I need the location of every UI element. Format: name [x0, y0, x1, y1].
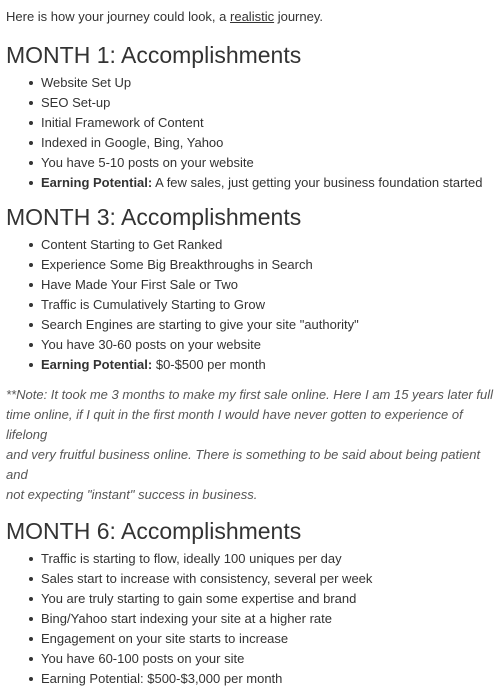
list-item-text: You have 5-10 posts on your website	[41, 155, 254, 170]
bullet-icon	[29, 677, 33, 681]
list-item	[6, 569, 503, 589]
bullet-icon	[29, 557, 33, 561]
bullet-icon	[29, 81, 33, 85]
list-item	[6, 93, 503, 113]
list-item-text: Traffic is Cumulatively Starting to Grow	[41, 297, 265, 312]
earning-potential-value: $0-$500 per month	[152, 357, 266, 372]
note-line: not expecting "instant" success in business.	[6, 487, 258, 502]
earning-potential-item	[6, 173, 503, 193]
earning-potential-label: Earning Potential:	[41, 175, 153, 190]
list-item-text: Traffic is starting to flow, ideally 100 uniques per day	[41, 551, 342, 566]
list-item	[6, 255, 503, 275]
list-item	[6, 589, 503, 609]
note-line: **Note: It took me 3 months to make my first sale online. Here I am 15 years later full	[6, 387, 493, 402]
note-paragraph	[6, 385, 498, 505]
list-item	[6, 315, 503, 335]
list-item-text: Bing/Yahoo start indexing your site at a higher rate	[41, 611, 332, 626]
bullet-icon	[29, 161, 33, 165]
list-item	[6, 295, 503, 315]
list-item	[6, 235, 503, 255]
note-line: and very fruitful business online. There is something to be said about being patient and	[6, 447, 481, 482]
list-item	[6, 73, 503, 93]
bullet-icon	[29, 363, 33, 367]
list-item	[6, 335, 503, 355]
month-1-heading: MONTH 1: Accomplishments	[6, 42, 302, 68]
note-line: time online, if I quit in the first month I would have never gotten to experience of lifelong	[6, 407, 463, 442]
list-item	[6, 649, 503, 669]
intro-text-after: journey.	[274, 9, 323, 24]
bullet-icon	[29, 243, 33, 247]
bullet-icon	[29, 597, 33, 601]
list-item	[6, 153, 503, 173]
list-item	[6, 669, 503, 689]
month-1-list	[6, 73, 503, 193]
list-item	[6, 113, 503, 133]
earning-potential-label: Earning Potential:	[41, 357, 153, 372]
list-item	[6, 609, 503, 629]
bullet-icon	[29, 637, 33, 641]
bullet-icon	[29, 657, 33, 661]
intro-paragraph	[6, 8, 503, 26]
list-item-text: Experience Some Big Breakthroughs in Search	[41, 257, 313, 272]
bullet-icon	[29, 617, 33, 621]
list-item-text: Sales start to increase with consistency, several per week	[41, 571, 373, 586]
list-item-text: Have Made Your First Sale or Two	[41, 277, 239, 292]
list-item	[6, 133, 503, 153]
bullet-icon	[29, 343, 33, 347]
earning-potential-value: A few sales, just getting your business foundation started	[152, 175, 483, 190]
realistic-link[interactable]: realistic	[230, 9, 275, 24]
list-item	[6, 275, 503, 295]
bullet-icon	[29, 141, 33, 145]
list-item-text: Indexed in Google, Bing, Yahoo	[41, 135, 224, 150]
month-6-list	[6, 549, 503, 689]
bullet-icon	[29, 303, 33, 307]
month-3-heading: MONTH 3: Accomplishments	[6, 204, 302, 230]
list-item-text: Content Starting to Get Ranked	[41, 237, 223, 252]
list-item-text: Earning Potential: $500-$3,000 per month	[41, 671, 283, 686]
bullet-icon	[29, 283, 33, 287]
list-item-text: Initial Framework of Content	[41, 115, 204, 130]
list-item-text: SEO Set-up	[41, 95, 111, 110]
list-item-text: You are truly starting to gain some expertise and brand	[41, 591, 357, 606]
bullet-icon	[29, 577, 33, 581]
list-item-text: You have 60-100 posts on your site	[41, 651, 245, 666]
month-3-list	[6, 235, 503, 375]
bullet-icon	[29, 121, 33, 125]
list-item	[6, 629, 503, 649]
earning-potential-item	[6, 355, 503, 375]
bullet-icon	[29, 323, 33, 327]
list-item-text: Search Engines are starting to give your site "authority"	[41, 317, 359, 332]
bullet-icon	[29, 181, 33, 185]
intro-text-before: Here is how your journey could look, a	[6, 9, 231, 24]
bullet-icon	[29, 101, 33, 105]
list-item-text: Website Set Up	[41, 75, 132, 90]
list-item	[6, 549, 503, 569]
bullet-icon	[29, 263, 33, 267]
month-6-heading: MONTH 6: Accomplishments	[6, 518, 302, 544]
list-item-text: You have 30-60 posts on your website	[41, 337, 261, 352]
list-item-text: Engagement on your site starts to increase	[41, 631, 289, 646]
